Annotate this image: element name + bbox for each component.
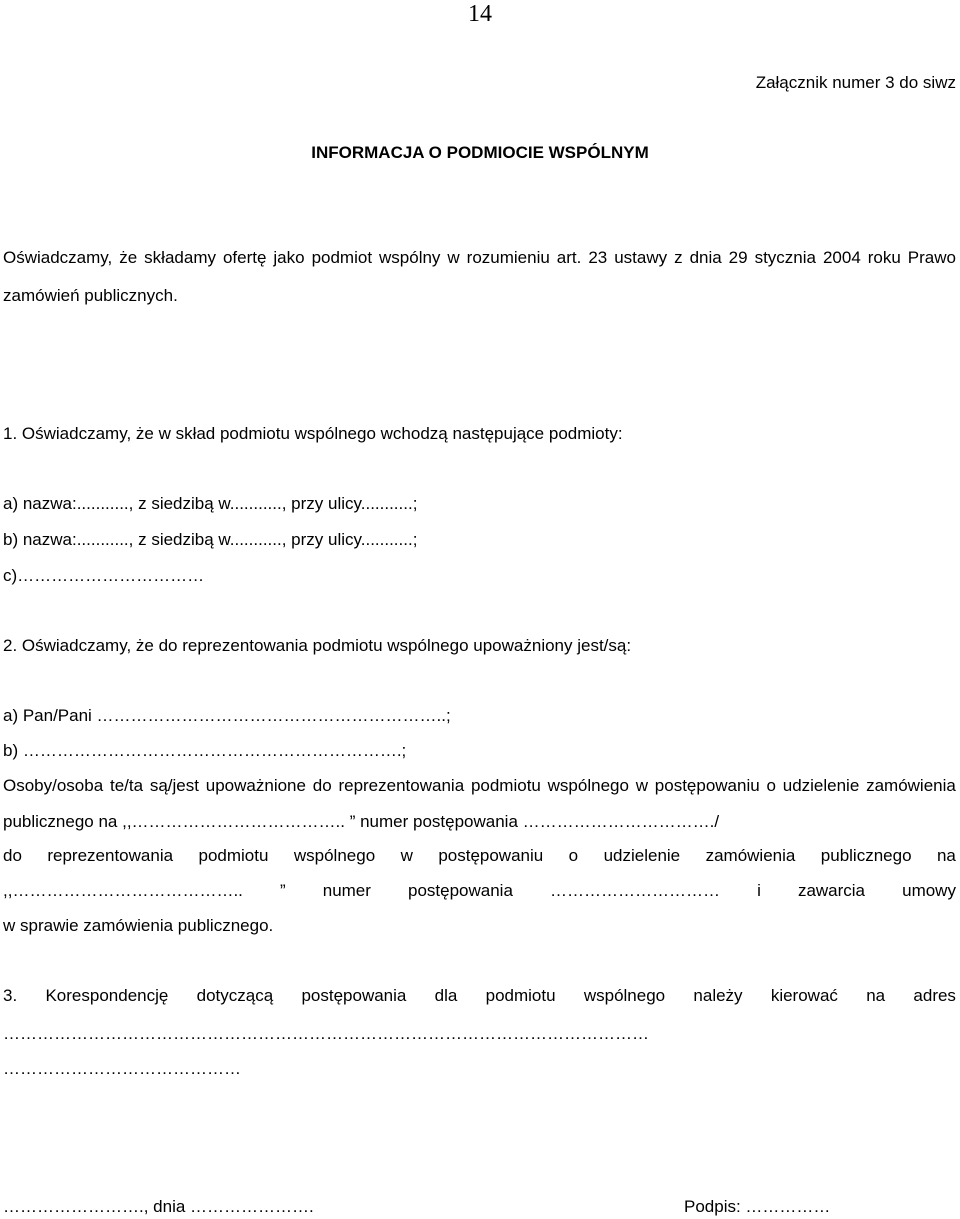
section-2-item-a: a) Pan/Pani ……………………………………………………..; <box>3 706 451 725</box>
section-1-item-c: c)…………………………… <box>3 566 205 585</box>
signature-field: Podpis: …………… <box>684 1197 831 1216</box>
section-1-item-a: a) nazwa:..........., z siedzibą w..........., przy ulicy...........; <box>3 494 418 513</box>
section-3-address-line-2: …………………………………… <box>3 1059 241 1078</box>
section-2-para-line-5: w sprawie zamówienia publicznego. <box>3 916 274 935</box>
section-2-para-line-4: ,,………………………………….. ” numer postępowania ………………………… i zawarcia umowy <box>3 881 956 900</box>
section-3-line-1: 3. Korespondencję dotyczącą postępowania dla podmiotu wspólnego należy kierować na adres <box>3 986 956 1005</box>
section-1-item-b: b) nazwa:..........., z siedzibą w..........., przy ulicy...........; <box>3 530 418 549</box>
intro-line-2: zamówień publicznych. <box>3 286 178 305</box>
intro-line-1: Oświadczamy, że składamy ofertę jako podmiot wspólny w rozumieniu art. 23 ustawy z dnia 29 stycznia 2004 roku Prawo <box>3 248 956 267</box>
date-place-field: ……………………., dnia …………………. <box>3 1197 314 1216</box>
section-2-para-line-2: publicznego na ,,……………………………….. ” numer postępowania ……………………………./ <box>3 812 720 831</box>
section-2-heading: 2. Oświadczamy, że do reprezentowania podmiotu wspólnego upoważniony jest/są: <box>3 636 632 655</box>
page-number: 14 <box>468 1 492 27</box>
section-3-address-line-1: …………………………………………………………………………………………………… <box>3 1024 649 1043</box>
document-title: INFORMACJA O PODMIOCIE WSPÓLNYM <box>311 143 649 162</box>
attachment-label: Załącznik numer 3 do siwz <box>755 73 956 92</box>
section-2-item-b: b) ………………………………………………………….; <box>3 741 407 760</box>
section-2-para-line-3: do reprezentowania podmiotu wspólnego w postępowaniu o udzielenie zamówienia publicznego na <box>3 846 956 865</box>
section-2-para-line-1: Osoby/osoba te/ta są/jest upoważnione do reprezentowania podmiotu wspólnego w postępowaniu o udzielenie zamówienia <box>3 776 956 795</box>
section-1-heading: 1. Oświadczamy, że w skład podmiotu wspólnego wchodzą następujące podmioty: <box>3 424 623 443</box>
